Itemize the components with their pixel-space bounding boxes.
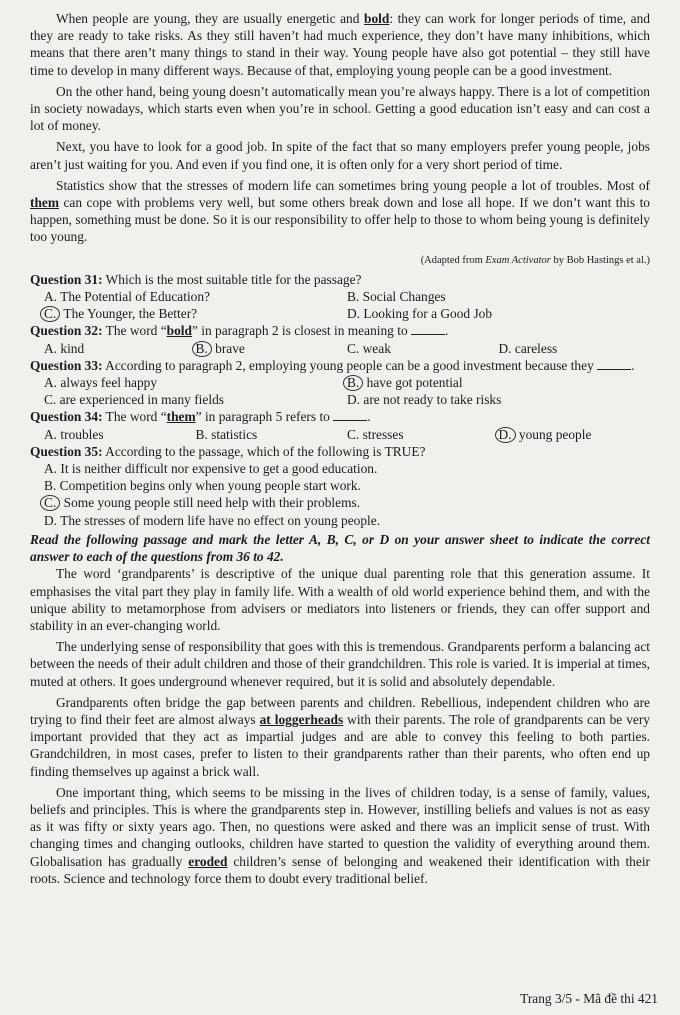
passage1-paragraph-4: Statistics show that the stresses of modern life can sometimes bring young people a lot of troubles. Most of them can cope with problems very well, but some others break down and lose all hope. If we don’t want this to happen, something must be done. So it is our responsibility to offer help to those to whom being young is definitely too young. [30,177,650,245]
answer-circle-mark: D. [495,427,516,443]
passage2-paragraph-1: The word ‘grandparents’ is descriptive of the unique dual parenting role that this generation assume. It emphasises the vital part they play in family life. With a wealth of old world experience behind them, and with the unique ability to metamorphose from advisers or mediators into listeners or friends, they can offer support and stability in an ever-changing world. [30,566,650,633]
passage1-paragraph-2: On the other hand, being young doesn’t automatically mean you’re always happy. There is a lot of competition in society nowadays, which starts even when you’re in school. Getting a good education isn’t easy and can cost a lot of money. [30,83,650,134]
page-footer: Trang 3/5 - Mã đề thi 421 [520,990,658,1006]
option-34-d[interactable]: D. young people [499,426,651,443]
question-33-options [30,374,650,408]
option-32-c[interactable]: C. weak [347,340,391,356]
answer-blank [333,408,367,421]
answer-circle-mark: B. [343,375,363,391]
passage2-paragraph-3: Grandparents often bridge the gap between parents and children. Rebellious, independent children who are trying to find their feet are almost always at loggerheads with their parents. The role of grandparents can be very important provided that they act as impartial judges and are able to convey this feeling to both parties. Grandchildren, in most cases, prefer to listen to their grandparents rather than their parents, who often end up finding themselves up against a brick wall. [30,694,650,779]
source-citation: (Adapted from Exam Activator by Bob Hastings et al.) [420,254,650,266]
answer-circle-mark: C. [40,495,60,511]
option-32-d[interactable]: D. careless [498,340,558,356]
option-32-b[interactable]: B. brave [196,340,348,357]
option-35-b[interactable]: B. Competition begins only when young people start work. [44,478,361,494]
keyword-bold: bold [364,11,390,26]
option-33-a[interactable]: A. always feel happy [44,375,158,391]
question-31: Question 31: Which is the most suitable title for the passage? [30,271,362,287]
option-35-a[interactable]: A. It is neither difficult nor expensive to get a good education. [44,461,378,477]
answer-circle-mark: B. [192,341,212,357]
answer-blank [411,322,445,335]
option-34-c[interactable]: C. stresses [347,426,404,442]
option-33-c[interactable]: C. are experienced in many fields [44,392,224,408]
passage2-paragraph-4: One important thing, which seems to be missing in the lives of children today, is a sense of family, values, beliefs and principles. This is where the grandparents step in. However, instilling beliefs and values is not as easy as it was fifty or sixty years ago. Then, no questions were asked and there was an implicit sense of trust. With changing times and changing outlooks, children have started to question the validity of everything around them. Globalisation has gradually eroded children’s sense of belonging and weakened their identification with their roots. Science and technology force them to doubt every traditional belief. [30,784,650,886]
question-31-options [30,288,650,322]
question-32-options [30,340,650,357]
question-34-options [30,426,650,443]
answer-blank [597,357,631,370]
question-33: Question 33: According to paragraph 2, employing young people can be a good investment because they . [30,357,635,373]
passage1-paragraph-3: Next, you have to look for a good job. In spite of the fact that so many employers prefer young people, jobs aren’t just waiting for you. And even if you find one, it is often only for a very short period of time. [30,139,650,172]
section-instruction: Read the following passage and mark the letter A, B, C, or D on your answer sheet to indicate the correct answer to each of the questions from 36 to 42. [30,531,650,565]
option-31-c[interactable]: C. The Younger, the Better? [44,305,347,322]
question-34: Question 34: The word “them” in paragraph 5 refers to . [30,409,371,425]
option-34-a[interactable]: A. troubles [44,426,104,442]
option-31-a[interactable]: A. The Potential of Education? [44,289,210,305]
answer-circle-mark: C. [40,306,60,322]
option-34-b[interactable]: B. statistics [195,426,258,442]
passage2-paragraph-2: The underlying sense of responsibility that goes with this is tremendous. Grandparents perform a balancing act between the needs of their adult children and those of their grandchildren. This role is varied. It is imperial at times, muted at others. It goes underground whenever required, but it is solid and absolutely dependable. [30,639,650,689]
passage1-paragraph-1: When people are young, they are usually energetic and bold: they can work for longer periods of time, and they are ready to take risks. As they still haven’t had much experience, they don’t have many inhibitions, which means that there aren’t many things to stand in their way. Young people have also got potential – they still have time to develop in many different ways. Because of that, employing young people can be a good investment. [30,11,650,78]
keyword-them: them [30,195,60,211]
option-33-d[interactable]: D. are not ready to take risks [347,392,502,408]
question-35-options [30,460,650,529]
keyword-at-loggerheads: at loggerheads [259,711,344,727]
option-35-c[interactable]: C. Some young people still need help with their problems. [44,494,650,511]
question-32: Question 32: The word “bold” in paragraph 2 is closest in meaning to . [30,323,449,339]
option-32-a[interactable]: A. kind [44,340,85,356]
option-35-d[interactable]: D. The stresses of modern life have no effect on young people. [44,512,381,528]
keyword-eroded: eroded [188,853,228,869]
option-31-d[interactable]: D. Looking for a Good Job [347,306,493,322]
option-33-b[interactable]: B. have got potential [347,374,650,391]
question-35: Question 35: According to the passage, which of the following is TRUE? [30,443,426,459]
option-31-b[interactable]: B. Social Changes [347,289,446,305]
